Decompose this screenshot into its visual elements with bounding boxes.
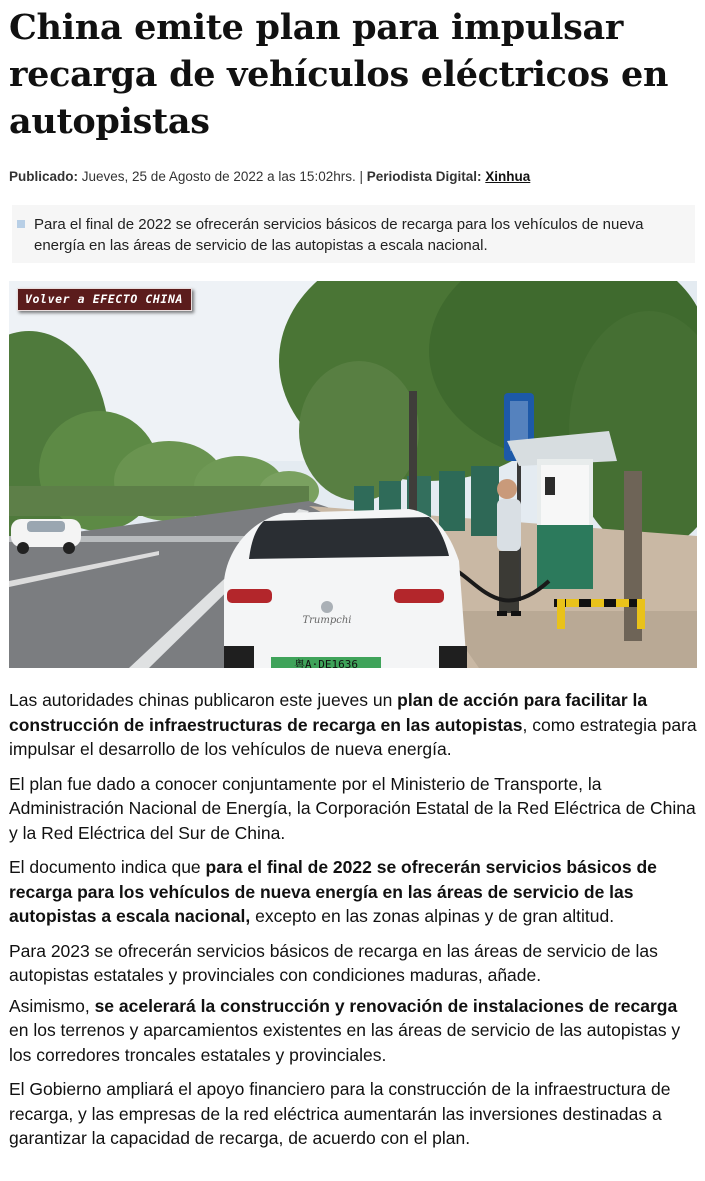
summary-bullet-icon (17, 220, 25, 228)
article-paragraph: Las autoridades chinas publicaron este jueves un plan de acción para facilitar la construcción de infraestructuras de recarga en las autopistas, como estrategia para impulsar el desarrollo de los vehículos de nueva energía. (9, 690, 697, 759)
article-photo (9, 281, 697, 668)
article-paragraph: El documento indica que para el final de 2022 se ofrecerán servicios básicos de recarga para los vehículos de nueva energía en las áreas de servicio de las autopistas a escala nacional, excepto en las zonas alpinas y de gran altitud. (9, 857, 657, 926)
article-paragraph: El plan fue dado a conocer conjuntamente por el Ministerio de Transporte, la Administración Nacional de Energía, la Corporación Estatal de la Red Eléctrica de China y la Red Eléctrica del Sur de China. (9, 773, 696, 843)
author-label: Periodista Digital: (366, 169, 482, 184)
back-to-section-button[interactable]: Volver a EFECTO CHINA (17, 288, 192, 311)
ev-charging-station-image (9, 281, 697, 668)
car-brand-label: Trumpchi (302, 615, 352, 626)
article-paragraph: Para 2023 se ofrecerán servicios básicos de recarga en las áreas de servicio de las autopistas estatales y provinciales con condiciones maduras, añade. (9, 940, 658, 985)
article-byline (9, 169, 530, 184)
summary-text: Para el final de 2022 se ofrecerán servicios básicos de recarga para los vehículos de nueva energía en las áreas de servicio de las autopistas a escala nacional. (34, 216, 644, 254)
article-paragraph: Asimismo, se acelerará la construcción y renovación de instalaciones de recarga en los terrenos y aparcamientos existentes en las áreas de servicio de las autopistas y los corredores troncales estatales y provinciales. (9, 995, 681, 1065)
published-date: Jueves, 25 de Agosto de 2022 a las 15:02hrs. | (78, 169, 367, 184)
article-body (9, 688, 699, 1161)
license-plate: 粤A·DE1636 (294, 658, 358, 668)
article-headline: China emite plan para impulsar recarga de vehículos eléctricos en autopistas (9, 7, 669, 142)
author-link[interactable]: Xinhua (485, 169, 531, 184)
published-label: Publicado: (9, 169, 79, 184)
article-summary (12, 205, 695, 263)
article-paragraph: El Gobierno ampliará el apoyo financiero para la construcción de la infraestructura de recarga, y las empresas de la red eléctrica aumentarán las inversiones destinadas a garantizar la capacidad de recarga, de acuerdo con el plan. (9, 1079, 671, 1148)
